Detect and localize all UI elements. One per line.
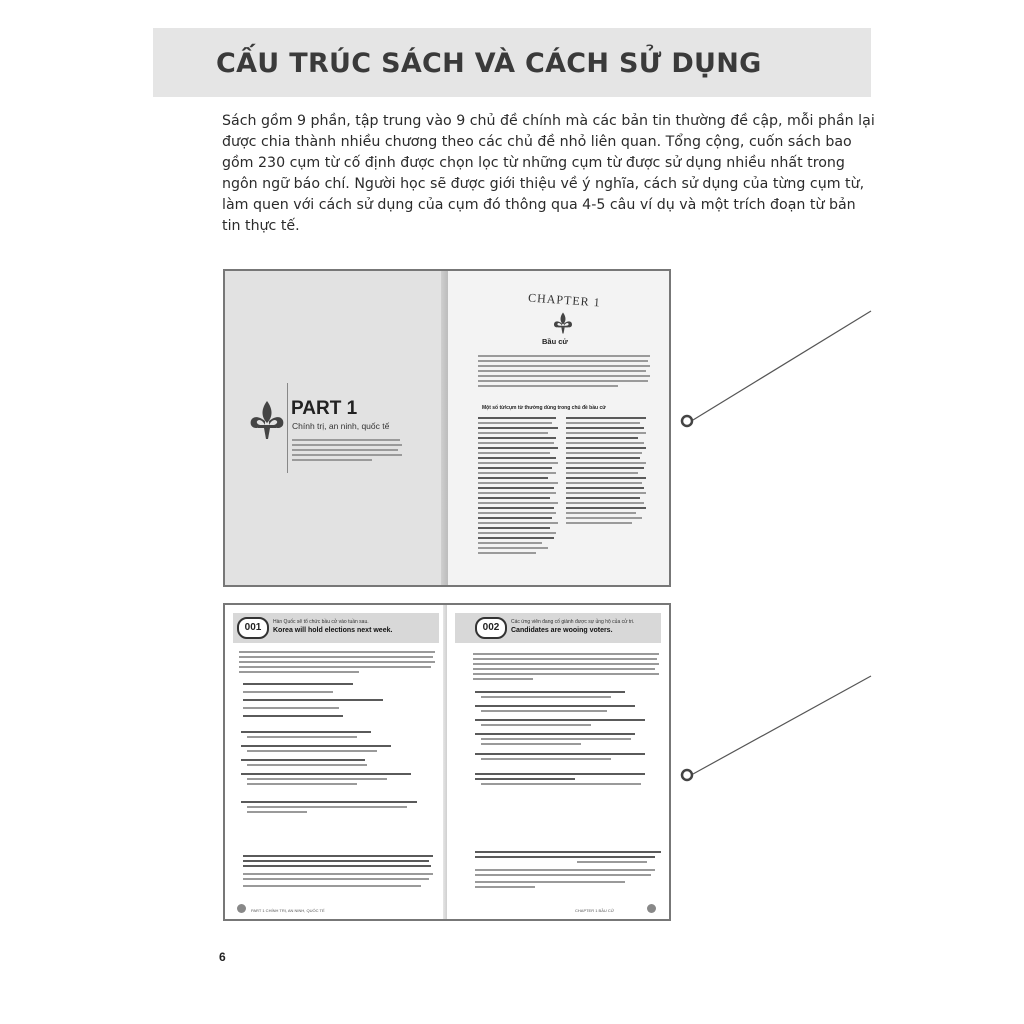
intro-line: tin thực tế. — [222, 217, 300, 234]
callout-line — [693, 676, 871, 774]
part-title: PART 1 — [291, 398, 358, 419]
part-subtitle: Chính trị, an ninh, quốc tế — [292, 421, 390, 431]
entry-number: 001 — [237, 617, 269, 639]
page-heading: CẤU TRÚC SÁCH VÀ CÁCH SỬ DỤNG — [216, 48, 762, 79]
callout-dot — [682, 770, 692, 780]
entry-headline-en: Korea will hold elections next week. — [273, 627, 393, 634]
entry-headline-vi: Hàn Quốc sẽ tổ chức bầu cử vào tuần sau. — [273, 619, 369, 625]
entry-headline-en: Candidates are wooing voters. — [511, 627, 613, 634]
entry-number: 002 — [475, 617, 507, 639]
page-footer: PART 1 CHÍNH TRỊ, AN NINH, QUỐC TẾ — [251, 908, 325, 913]
intro-line: được chia thành nhiều chương theo các chủ đề nhỏ liên quan. Tổng cộng, cuốn sách bao — [222, 133, 852, 150]
chapter-name: Bầu cử — [542, 337, 568, 346]
page-footer: CHAPTER 1 BẦU CỬ — [575, 908, 615, 913]
entry-headline-vi: Các ứng viên đang cố giành được sự ủng hộ của cử tri. — [511, 619, 635, 625]
vocabulary-list-title: Một số từ/cụm từ thường dùng trong chủ đề bầu cử — [482, 405, 606, 411]
chapter-label: CHAPTER 1 — [527, 290, 602, 310]
intro-line: gồm 230 cụm từ cố định được chọn lọc từ những cụm từ được sử dụng nhiều nhất trong — [222, 154, 845, 171]
intro-line: ngôn ngữ báo chí. Người học sẽ được giới thiệu về ý nghĩa, cách sử dụng của từng cụm từ, — [222, 175, 865, 192]
callout-dot — [682, 416, 692, 426]
intro-line: làm quen với cách sử dụng của cụm đó thông qua 4-5 câu ví dụ và một trích đoạn từ bản — [222, 196, 856, 213]
callout-line — [693, 311, 871, 420]
page-number: 6 — [219, 950, 226, 964]
intro-line: Sách gồm 9 phần, tập trung vào 9 chủ đề chính mà các bản tin thường đề cập, mỗi phần lại — [222, 113, 875, 129]
